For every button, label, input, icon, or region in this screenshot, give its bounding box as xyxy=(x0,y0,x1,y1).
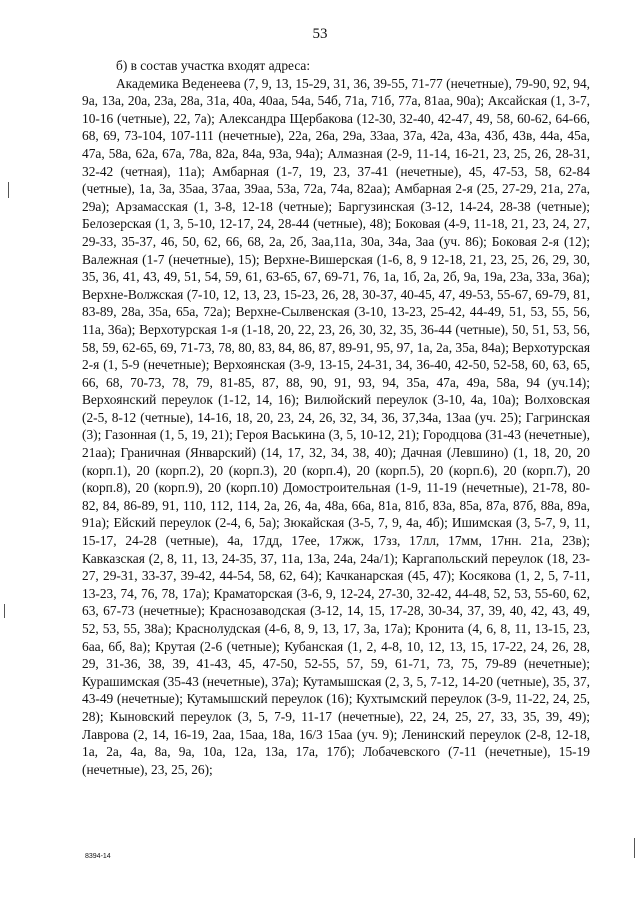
scan-edge-mark-right xyxy=(634,838,635,858)
document-body xyxy=(82,57,590,778)
page-number: 53 xyxy=(312,26,328,42)
section-heading: б) в состав участка входят адреса: xyxy=(116,58,311,73)
address-list: Академика Веденеева (7, 9, 13, 15-29, 31, 36, 39-55, 71-77 (нечетные), 79-90, 92, 94, 9а, 13а, 20а, 23а, 28а, 31а, 40а, 40аа, 54а, 54б, 71а, 71б, 77а, 81аа, 90а); Аксайская (1, 3-7, 10-16 (четные), 22, 7а); Александра Щербакова (12-30, 32-40, 42-47, 49, 58, 60-62, 64-66, 68, 69, 73-104, 107-111 (нечетные), 22а, 26а, 29а, 33аа, 37а, 42а, 43а, 43б, 43в, 44а, 45а, 47а, 58а, 62а, 67а, 78а, 82а, 84а, 93а, 94а); Алмазная (2-9, 11-14, 16-21, 23, 25, 26, 28-31, 32-42 (четная), 11а); Амбарная (1-7, 19, 23, 37-41 (нечетные), 45, 47-53, 58, 62-84 (четные), 1а, 3а, 35аа, 37аа, 39аа, 53а, 72а, 74а, 82аа); Амбарная 2-я (25, 27-29, 21а, 27а, 29а); Арзамасская (1, 3-8, 12-18 (четные); Баргузинская (3-12, 14-24, 28-38 (четные); Белозерская (1, 3, 5-10, 12-17, 24, 28-44 (четные), 48); Боковая (4-9, 11-18, 21, 23, 24, 27, 29-33, 35-37, 46, 50, 62, 66, 68, 2а, 2б, 3аа,11а, 30а, 34а, 3аа (уч. 86); Боковая 2-я (12); Валежная (1-7 (нечетные), 15); Верхне-Вишерская (1-6, 8, 9 12-18, 21, 23, 25, 26, 29, 30, 35, 36, 41, 43, 49, 51, 54, 59, 61, 63-65, 67, 69-71, 76, 1а, 1б, 2а, 2б, 9а, 19а, 23а, 33а, 36а); Верхне-Волжская (7-10, 12, 13, 23, 15-23, 26, 28, 30-37, 40-45, 47, 49-53, 55-67, 69-79, 81, 83-89, 28а, 35а, 65а, 72а); Верхне-Сылвенская (3-10, 13-23, 25-42, 44-49, 51, 53, 55, 56, 11а, 36а); Верхотурская 1-я (1-18, 20, 22, 23, 26, 30, 32, 35, 36-44 (четные), 50, 51, 53, 56, 58, 59, 62-65, 69, 71-73, 78, 80, 83, 84, 86, 87, 89-91, 95, 97, 1а, 2а, 35а, 84а); Верхотурская 2-я (1, 5-9 (нечетные); Верхоянская (3-9, 13-15, 24-31, 34, 36-40, 42-50, 52-58, 60, 63, 65, 66, 68, 70-73, 78, 79, 81-85, 87, 88, 90, 91, 93, 94, 35а, 47а, 49а, 58а, 94 (уч.14); Верхоянский переулок (1-12, 14, 16); Вилюйский переулок (3-10, 4а, 10а); Волховская (2-5, 8-12 (четные), 14-16, 18, 20, 23, 24, 26, 32, 34, 36, 37,34а, 13аа (уч. 25); Гагринская (3); Газонная (1, 5, 19, 21); Героя Васькина (3, 5, 10-12, 21); Городцова (31-43 (нечетные), 21аа); Граничная (Январский) (14, 17, 32, 34, 38, 40); Дачная (Левшино) (1, 18, 20, 20 (корп.1), 20 (корп.2), 20 (корп.3), 20 (корп.4), 20 (корп.5), 20 (корп.6), 20 (корп.7), 20 (корп.8), 20 (корп.9), 20 (корп.10) Домостроительная (1-9, 11-19 (нечетные), 21-78, 80-82, 84, 86-89, 91, 110, 112, 114, 2а, 26, 4а, 48а, 66а, 81а, 81б, 83а, 85а, 87а, 87б, 88а, 89а, 91а); Ейский переулок (2-4, 6, 5а); Зюкайская (3-5, 7, 9, 4а, 4б); Ишимская (3, 5-7, 9, 11, 15-17, 24-28 (четные), 4а, 17дд, 17ее, 17жж, 17зз, 17лл, 17мм, 17нн. 21а, 23в); Кавказская (2, 8, 11, 13, 24-35, 37, 11а, 13а, 24а, 24а/1); Каргапольский переулок (18, 23-27, 29-31, 33-37, 39-42, 44-54, 58, 62, 64); Качканарская (45, 47); Косякова (1, 2, 5, 7-11, 13-23, 74, 76, 78, 17а); Краматорская (3-6, 9, 12-24, 27-30, 32-42, 44-48, 52, 53, 55-60, 62, 63, 67-73 (нечетные); Краснозаводская (3-12, 14, 15, 17-28, 30-34, 37, 39, 40, 42, 43, 49, 52, 53, 55, 38а); Краснолудская (4-6, 8, 9, 13, 17, 3а, 17а); Кронита (4, 6, 8, 11, 13-15, 23, 6аа, 6б, 8а); Крутая (2-6 (четные); Кубанская (1, 2, 4-8, 10, 12, 13, 15, 17-22, 24, 26, 28, 29, 31-36, 38, 39, 41-43, 45, 47-50, 52-55, 57, 59, 61-71, 73, 75, 79-89 (нечетные); Курашимская (35-43 (нечетные), 37а); Кутамышская (2, 3, 5, 7-12, 14-20 (четные), 35, 37, 43-49 (нечетные); Кутамышский переулок (16); Кухтымский переулок (3-9, 11-22, 24, 25, 28); Кыновский переулок (3, 5, 7-9, 11-17 (нечетные), 22, 24, 25, 27, 33, 35, 39, 49); Лаврова (2, 14, 16-19, 2аа, 15аа, 18а, 16/3 15аа (уч. 9); Ленинский переулок (2-8, 12-18, 1а, 2а, 4а, 8а, 9а, 10а, 12а, 13а, 17а, 17б); Лобачевского (7-11 (нечетные), 15-19 (нечетные), 23, 25, 26); xyxy=(82,75,590,777)
scan-edge-mark-left xyxy=(8,182,9,198)
scan-edge-mark-left-lower xyxy=(4,604,5,618)
document-code: 8394-14 xyxy=(85,853,111,860)
